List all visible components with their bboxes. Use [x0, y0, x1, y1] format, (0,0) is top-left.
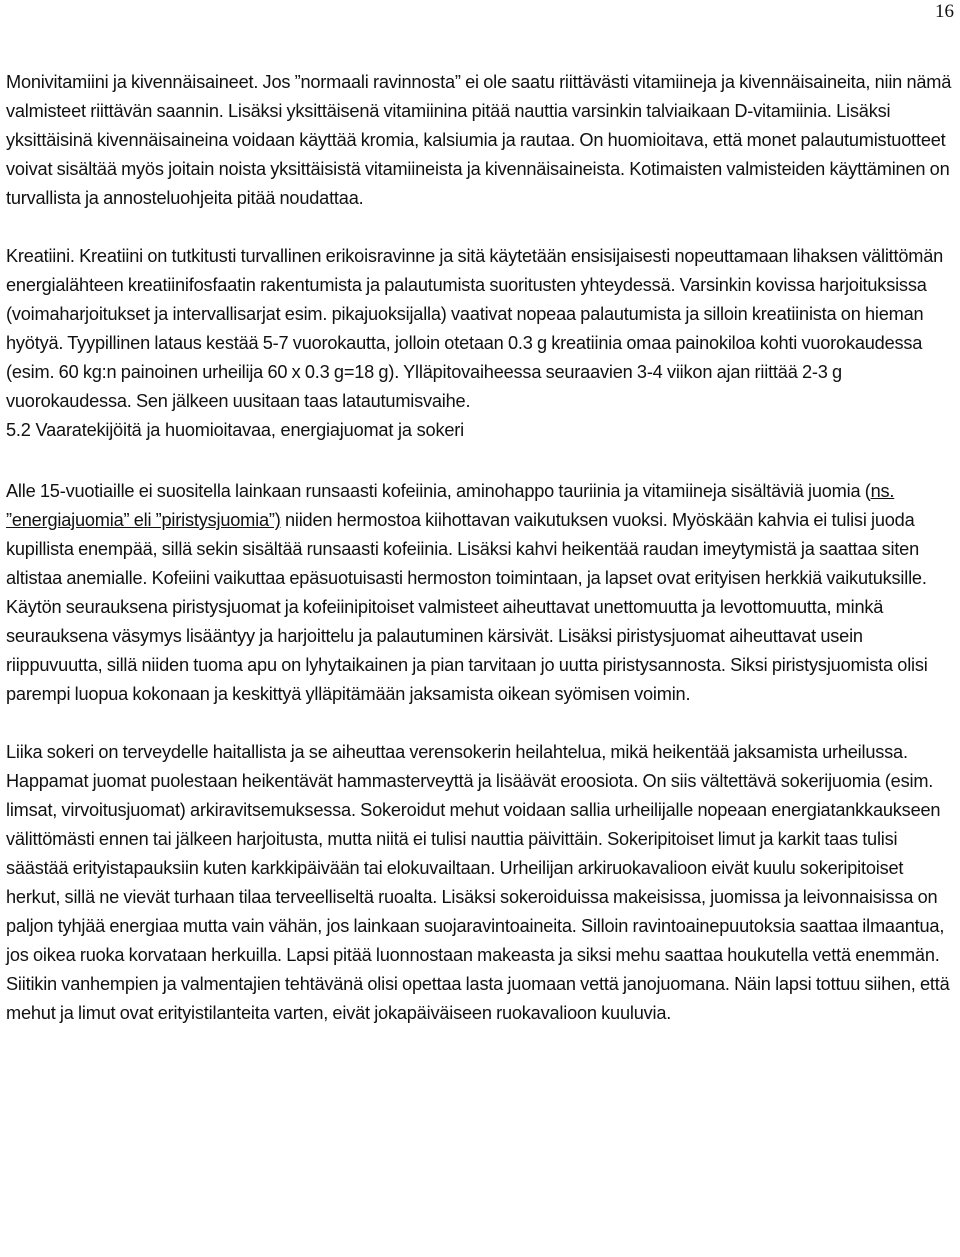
energy-drinks-underlined-text: ns. ”energiajuomia” eli ”piristysjuomia”)	[6, 481, 895, 530]
energy-drinks-text-end: niiden hermostoa kiihottavan vaikutuksen vuoksi. Myöskään kahvia ei tulisi juoda kupillista enempää, sillä sekin sisältää runsaasti kofeiinia. Lisäksi kahvi heikentää raudan imeytymistä ja saattaa siten altistaa anemialle. Kofeiini vaikuttaa epäsuotuisasti hermoston toimintaan, ja lapset ovat erityisen herkkiä vaikutuksille. Käytön seurauksena piristysjuomat ja kofeiinipitoiset valmisteet aiheuttavat unettomuutta ja levottomuutta, minkä seurauksena väsymys lisääntyy ja harjoittelu ja palautuminen kärsivät. Lisäksi piristysjuomat aiheuttavat usein riippuvuutta, sillä niiden tuoma apu on lyhytaikainen ja pian tarvitaan jo uutta piristysannosta. Siksi piristysjuomista olisi parempi luopua kokonaan ja keskittyä ylläpitämään jaksamista oikean syömisen voimin.	[6, 510, 928, 704]
page-number: 16	[935, 1, 954, 22]
paragraph-multivitamins: Monivitamiini ja kivennäisaineet. Jos ”normaali ravinnosta” ei ole saatu riittävästi vitamiineja ja kivennäisaineita, niin nämä valmisteet riittävän saannin. Lisäksi yksittäisenä vitamiinina pitää nauttia varsinkin talviaikaan D-vitamiinia. Lisäksi yksittäisinä kivennäisaineina voidaan käyttää kromia, kalsiumia ja rautaa. On huomioitava, että monet palautumistuotteet voivat sisältää myös joitain noista yksittäisistä vitamiineista ja kivennäisaineista. Kotimaisten valmisteiden käyttäminen on turvallista ja annosteluohjeita pitää noudattaa.	[6, 72, 952, 208]
document-body	[6, 68, 956, 1028]
energy-drinks-text-start: Alle 15-vuotiaille ei suositella lainkaan runsaasti kofeiinia, aminohappo tauriinia ja vitamiineja sisältäviä juomia (	[6, 481, 871, 501]
paragraph-energy-drinks	[6, 477, 956, 709]
paragraph-sugar: Liika sokeri on terveydelle haitallista ja se aiheuttaa verensokerin heilahtelua, mikä heikentää jaksamista urheilussa. Happamat juomat puolestaan heikentävät hammasterveyttä ja lisäävät eroosiota. On siis vältettävä sokerijuomia (esim. limsat, virvoitusjuomat) arkiravitsemuksessa. Sokeroidut mehut voidaan sallia urheilijalle nopeaan energiatankkaukseen välittömästi ennen tai jälkeen harjoitusta, mutta niitä ei tulisi nauttia päivittäin. Sokeripitoiset limut ja karkit taas tulisi säästää erityistapauksiin kuten karkkipäivään tai elokuvailtaan. Urheilijan arkiruokavalioon eivät kuulu sokeripitoiset herkut, sillä ne vievät turhaan tilaa terveelliseltä ruoalta. Lisäksi sokeroiduissa makeisissa, juomissa ja leivonnaisissa on paljon tyhjää energiaa mutta vain vähän, jos lainkaan suojaravintoaineita. Silloin ravintoainepuutoksia saattaa ilmaantua, jos oikea ruoka korvataan herkuilla. Lapsi pitää luonnostaan makeasta ja siksi mehu saattaa houkutella vettä enemmän. Siitikin vanhempien ja valmentajien tehtävänä olisi opettaa lasta juomaan vettä janojuomana. Näin lapsi tottuu siihen, että mehut ja limut ovat erityistilanteita varten, eivät jokapäiväiseen ruokavalioon kuuluvia.	[6, 742, 950, 1023]
paragraph-creatine: Kreatiini. Kreatiini on tutkitusti turvallinen erikoisravinne ja sitä käytetään ensisijaisesti nopeuttamaan lihaksen välittömän energialähteen kreatiinifosfaatin rakentumista ja palautumista suoritusten yhteydessä. Varsinkin kovissa harjoituksissa (voimaharjoitukset ja intervallisarjat esim. pikajuoksijalla) vaativat nopeaa palautumista ja silloin kreatiinista on hieman hyötyä. Tyypillinen lataus kestää 5-7 vuorokautta, jolloin otetaan 0.3 g kreatiinia omaa painokiloa kohti vuorokaudessa (esim. 60 kg:n painoinen urheilija 60 x 0.3 g=18 g). Ylläpitovaiheessa seuraavien 3-4 viikon ajan riittää 2-3 g vuorokaudessa. Sen jälkeen uusitaan taas latautumisvaihe.	[6, 246, 944, 411]
section-heading: 5.2 Vaaratekijöitä ja huomioitavaa, energiajuomat ja sokeri	[6, 420, 464, 440]
